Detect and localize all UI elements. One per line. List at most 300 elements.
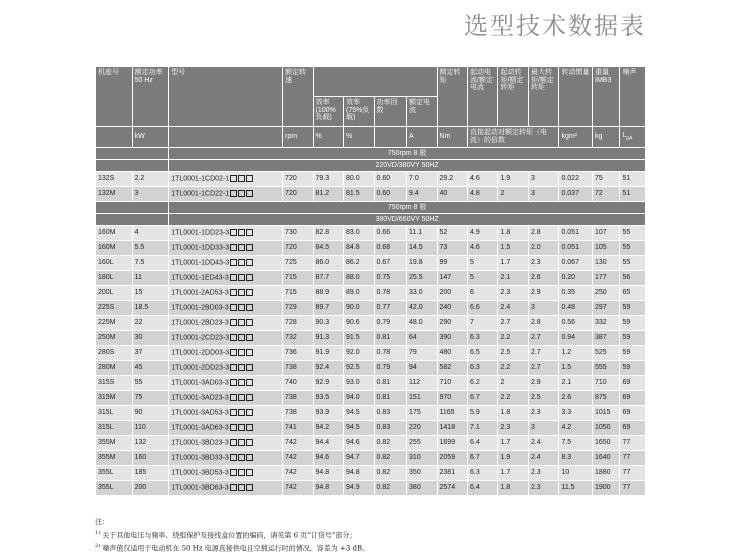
table-row: [96, 451, 646, 466]
cell-value: 88.0: [346, 274, 360, 282]
table-cell: [620, 301, 646, 316]
header-max-torque: 最大转矩/额定转矩: [528, 67, 558, 127]
table-cell: [374, 451, 407, 466]
table-cell: [96, 451, 133, 466]
cell-value: 200L: [98, 289, 114, 297]
table-row: [96, 301, 646, 316]
cell-value: 555: [595, 364, 607, 372]
table-cell: [169, 346, 283, 361]
table-cell: [468, 451, 498, 466]
cell-value: 19.8: [409, 259, 423, 267]
option-code-box: [238, 364, 245, 371]
cell-value: 732: [285, 334, 297, 342]
table-cell: [437, 391, 467, 406]
table-cell: [132, 226, 169, 241]
cell-value: 280M: [98, 364, 116, 372]
header-noise: 噪声: [620, 67, 646, 127]
model-code: 1TL0001-1DD33-3: [171, 244, 230, 252]
table-cell: [313, 391, 343, 406]
table-cell: [283, 391, 313, 406]
table-row: [96, 256, 646, 271]
cell-value: 1880: [595, 469, 611, 477]
cell-value: 0.56: [561, 319, 576, 327]
table-cell: [593, 316, 620, 331]
cell-value: 48.0: [409, 319, 423, 327]
table-cell: [96, 436, 133, 451]
table-cell: [313, 241, 343, 256]
table-cell: [593, 301, 620, 316]
table-cell: [593, 346, 620, 361]
table-cell: [498, 466, 528, 481]
model-code: 1TL0001-3BD53-3: [171, 469, 229, 477]
cell-value: 59: [622, 319, 631, 327]
cell-value: 0.75: [376, 274, 391, 282]
table-cell: [559, 421, 593, 436]
header-group-blank: [313, 67, 437, 97]
table-row: [96, 226, 646, 241]
header-efficiency-100: 效率(100%负载): [313, 97, 343, 127]
table-cell: [407, 316, 437, 331]
table-cell: [132, 406, 169, 421]
cell-value: 90.0: [346, 304, 360, 312]
model-code: 1TL0001-3AD23-3: [171, 394, 229, 402]
section-blank-cell: [96, 160, 169, 172]
table-row: [96, 331, 646, 346]
table-cell: [620, 376, 646, 391]
cell-value: 0.022: [561, 175, 579, 183]
cell-value: 112: [409, 379, 421, 387]
cell-value: 2.3: [530, 409, 541, 417]
table-cell: [528, 241, 558, 256]
cell-value: 59: [622, 304, 631, 312]
table-cell: [593, 466, 620, 481]
table-cell: [132, 481, 169, 496]
cell-value: 94.8: [346, 469, 360, 477]
cell-value: 0.79: [376, 364, 391, 372]
option-code-box: [230, 175, 237, 182]
model-code: 1TL0001-2BD03-3: [171, 304, 229, 312]
option-code-box: [238, 334, 245, 341]
table-cell: [437, 226, 467, 241]
table-cell: [96, 316, 133, 331]
cell-value: 0.60: [376, 190, 391, 198]
table-cell: [313, 436, 343, 451]
cell-value: 94.6: [315, 454, 330, 462]
table-cell: [132, 436, 169, 451]
unit-rpm: rpm: [283, 127, 313, 148]
table-cell: [498, 421, 528, 436]
option-code-box: [238, 319, 245, 326]
cell-value: 2.7: [530, 334, 541, 342]
table-cell: [169, 361, 283, 376]
cell-value: 2.4: [530, 439, 541, 447]
cell-value: 4.8: [470, 190, 480, 198]
cell-value: 177: [595, 274, 607, 282]
cell-value: 132S: [98, 175, 115, 183]
table-cell: [468, 346, 498, 361]
table-cell: [313, 316, 343, 331]
table-cell: [407, 436, 437, 451]
option-code-box: [230, 319, 237, 326]
table-cell: [132, 391, 169, 406]
table-cell: [407, 421, 437, 436]
unit-blank: [96, 127, 133, 148]
header-frame-size: 机座号: [96, 67, 133, 127]
unit-lpa-sub: pA: [626, 135, 633, 142]
note-2-mark: 2): [95, 543, 101, 550]
cell-value: 10: [561, 469, 570, 477]
table-cell: [313, 346, 343, 361]
table-cell: [344, 187, 374, 202]
table-cell: [132, 187, 169, 202]
table-cell: [407, 271, 437, 286]
table-cell: [437, 241, 467, 256]
table-cell: [313, 187, 343, 202]
table-cell: [468, 361, 498, 376]
cell-value: 18.5: [134, 304, 149, 312]
table-cell: [528, 361, 558, 376]
cell-value: 2: [500, 190, 505, 198]
table-cell: [169, 391, 283, 406]
table-cell: [344, 172, 374, 187]
table-cell: [407, 331, 437, 346]
table-cell: [313, 481, 343, 496]
cell-value: 185: [134, 469, 147, 477]
table-cell: [620, 481, 646, 496]
option-code-box: [230, 349, 237, 356]
option-code-box: [238, 454, 245, 461]
table-row: [96, 406, 646, 421]
table-cell: [96, 226, 133, 241]
option-code-box: [246, 484, 253, 491]
header-inertia: 转动惯量: [559, 67, 593, 127]
table-cell: [344, 406, 374, 421]
table-cell: [374, 256, 407, 271]
table-cell: [498, 331, 528, 346]
table-cell: [407, 346, 437, 361]
table-cell: [374, 436, 407, 451]
cell-value: 81.5: [346, 190, 360, 198]
cell-value: 2.7: [530, 364, 541, 372]
table-cell: [593, 271, 620, 286]
cell-value: 55: [134, 379, 143, 387]
table-cell: [169, 436, 283, 451]
cell-value: 2.2: [134, 175, 145, 183]
table-cell: [620, 406, 646, 421]
table-cell: [593, 451, 620, 466]
table-cell: [559, 226, 593, 241]
table-cell: [374, 376, 407, 391]
cell-value: 332: [595, 319, 607, 327]
cell-value: 92.0: [346, 349, 360, 357]
table-cell: [437, 331, 467, 346]
cell-value: 1650: [595, 439, 611, 447]
cell-value: 2381: [439, 469, 456, 477]
section-speed: 750rpm 8 极: [169, 148, 646, 160]
table-cell: [528, 376, 558, 391]
cell-value: 355M: [98, 439, 116, 447]
cell-value: 0.66: [376, 229, 391, 237]
cell-value: 107: [595, 229, 607, 237]
table-cell: [96, 256, 133, 271]
table-cell: [593, 286, 620, 301]
cell-value: 2.2: [500, 394, 511, 402]
table-cell: [169, 271, 283, 286]
option-code-box: [238, 379, 245, 386]
option-code-box: [246, 409, 253, 416]
option-code-box: [238, 424, 245, 431]
cell-value: 77: [622, 439, 631, 447]
table-cell: [283, 331, 313, 346]
table-cell: [620, 256, 646, 271]
table-cell: [437, 256, 467, 271]
table-cell: [374, 172, 407, 187]
section-blank-cell: [96, 202, 169, 214]
option-code-box: [246, 259, 253, 266]
header-start-current: 起动电流/额定电流: [468, 67, 498, 127]
cell-value: 0.037: [561, 190, 579, 198]
cell-value: 69: [622, 379, 631, 387]
cell-value: 0.051: [561, 244, 579, 252]
table-cell: [169, 481, 283, 496]
model-code: 1TL0001-1DD43-3: [171, 259, 230, 267]
table-cell: [437, 436, 467, 451]
cell-value: 37: [134, 349, 143, 357]
cell-value: 280S: [98, 349, 115, 357]
cell-value: 728: [285, 319, 297, 327]
table-cell: [96, 187, 133, 202]
cell-value: 2.7: [530, 349, 541, 357]
cell-value: 0.78: [376, 289, 391, 297]
cell-value: 720: [285, 175, 297, 183]
option-code-box: [230, 469, 237, 476]
cell-value: 0.81: [376, 379, 391, 387]
cell-value: 180L: [98, 274, 114, 282]
table-cell: [407, 301, 437, 316]
table-cell: [344, 436, 374, 451]
cell-value: 93.9: [315, 409, 330, 417]
cell-value: 250: [595, 289, 607, 297]
option-code-box: [246, 454, 253, 461]
cell-value: 55: [622, 259, 631, 267]
cell-value: 59: [622, 364, 631, 372]
section-voltage: 220VD/380VY 50HZ: [169, 160, 646, 172]
cell-value: 738: [285, 409, 297, 417]
table-cell: [468, 421, 498, 436]
cell-value: 742: [285, 454, 297, 462]
cell-value: 90.3: [315, 319, 330, 327]
cell-value: 84.8: [346, 244, 360, 252]
table-cell: [620, 361, 646, 376]
cell-value: 15: [134, 289, 143, 297]
table-cell: [498, 346, 528, 361]
table-cell: [620, 316, 646, 331]
spec-table: [95, 66, 646, 496]
cell-value: 355L: [98, 484, 114, 492]
cell-value: 132: [134, 439, 147, 447]
table-cell: [593, 436, 620, 451]
option-code-box: [238, 484, 245, 491]
table-cell: [498, 391, 528, 406]
cell-value: 151: [409, 394, 421, 402]
cell-value: 290: [439, 319, 452, 327]
table-cell: [468, 406, 498, 421]
cell-value: 0.67: [376, 259, 391, 267]
table-cell: [407, 187, 437, 202]
cell-value: 94.5: [346, 424, 360, 432]
option-code-box: [238, 469, 245, 476]
cell-value: 1.7: [500, 259, 511, 267]
table-cell: [498, 376, 528, 391]
cell-value: 1050: [595, 424, 611, 432]
table-cell: [283, 172, 313, 187]
cell-value: 0.067: [561, 259, 579, 267]
table-cell: [498, 187, 528, 202]
table-cell: [374, 421, 407, 436]
section-voltage: 380VD/660VY 50HZ: [169, 214, 646, 226]
table-cell: [620, 466, 646, 481]
table-cell: [374, 361, 407, 376]
cell-value: 55: [622, 244, 631, 252]
cell-value: 0.82: [376, 484, 391, 492]
cell-value: 0.20: [561, 274, 576, 282]
table-cell: [283, 241, 313, 256]
cell-value: 200: [134, 484, 147, 492]
cell-value: 2.6: [561, 394, 572, 402]
cell-value: 0.83: [376, 409, 391, 417]
cell-value: 310: [409, 454, 421, 462]
section-voltage-row: [96, 160, 646, 172]
table-cell: [96, 301, 133, 316]
cell-value: 147: [439, 274, 452, 282]
section-blank-cell: [96, 214, 169, 226]
table-cell: [528, 226, 558, 241]
cell-value: 80.0: [346, 175, 360, 183]
cell-value: 94.8: [315, 469, 330, 477]
table-cell: [96, 361, 133, 376]
header-efficiency-75: 效率(75%负载): [344, 97, 374, 127]
note-2: [95, 541, 695, 554]
table-cell: [313, 271, 343, 286]
table-cell: [559, 466, 593, 481]
section-speed-row: [96, 202, 646, 214]
cell-value: 69: [622, 409, 631, 417]
table-cell: [96, 271, 133, 286]
table-cell: [620, 331, 646, 346]
table-cell: [313, 301, 343, 316]
cell-value: 7: [470, 319, 474, 327]
table-cell: [593, 256, 620, 271]
table-cell: [407, 172, 437, 187]
cell-value: 480: [439, 349, 452, 357]
cell-value: 91.9: [315, 349, 330, 357]
table-row: [96, 241, 646, 256]
cell-value: 1.2: [561, 349, 572, 357]
cell-value: 5: [470, 274, 474, 282]
cell-value: 90: [134, 409, 143, 417]
cell-value: 2.9: [530, 379, 541, 387]
table-cell: [559, 481, 593, 496]
table-cell: [559, 256, 593, 271]
cell-value: 5.9: [470, 409, 480, 417]
cell-value: 0.78: [376, 349, 391, 357]
cell-value: 55: [622, 229, 631, 237]
model-code: 1TL0001-2DD03-3: [171, 349, 230, 357]
cell-value: 93.0: [346, 379, 360, 387]
cell-value: 6: [470, 289, 474, 297]
cell-value: 175: [409, 409, 421, 417]
page-title: 选型技术数据表: [464, 12, 646, 40]
option-code-box: [238, 244, 245, 251]
cell-value: 89.0: [346, 289, 360, 297]
table-cell: [468, 286, 498, 301]
unit-blank: [374, 127, 407, 148]
table-cell: [96, 346, 133, 361]
cell-value: 94: [409, 364, 417, 372]
table-cell: [96, 172, 133, 187]
table-cell: [468, 187, 498, 202]
table-cell: [437, 172, 467, 187]
cell-value: 2059: [439, 454, 456, 462]
option-code-box: [246, 424, 253, 431]
table-cell: [468, 301, 498, 316]
table-cell: [132, 286, 169, 301]
table-cell: [437, 316, 467, 331]
table-cell: [559, 301, 593, 316]
cell-value: 89.7: [315, 304, 330, 312]
table-cell: [437, 376, 467, 391]
table-cell: [528, 346, 558, 361]
cell-value: 83.0: [346, 229, 360, 237]
table-cell: [437, 481, 467, 496]
cell-value: 2574: [439, 484, 456, 492]
option-code-box: [230, 289, 237, 296]
table-cell: [344, 271, 374, 286]
table-cell: [283, 406, 313, 421]
table-cell: [313, 172, 343, 187]
note-2-text: 噪声值仅适用于电动机在 50 Hz 电源直接供电且空载运行时的情况，容差为 +3 dB。: [102, 544, 370, 553]
cell-value: 94.6: [346, 439, 360, 447]
table-cell: [313, 331, 343, 346]
option-code-box: [238, 409, 245, 416]
cell-value: 0.79: [376, 319, 391, 327]
table-cell: [498, 481, 528, 496]
table-cell: [407, 451, 437, 466]
table-cell: [344, 286, 374, 301]
table-cell: [283, 421, 313, 436]
option-code-box: [230, 454, 237, 461]
table-cell: [620, 286, 646, 301]
model-code: 1TL0001-3AD63-3: [171, 424, 229, 432]
cell-value: 0.81: [376, 334, 391, 342]
table-cell: [437, 406, 467, 421]
table-cell: [498, 361, 528, 376]
table-cell: [283, 301, 313, 316]
table-cell: [498, 172, 528, 187]
table-row: [96, 391, 646, 406]
cell-value: 59: [622, 349, 631, 357]
table-cell: [132, 421, 169, 436]
header-rated-current: 额定电流: [407, 97, 437, 127]
table-cell: [620, 451, 646, 466]
table-cell: [344, 301, 374, 316]
table-cell: [169, 331, 283, 346]
header-power-factor: 功率因数: [374, 97, 407, 127]
table-cell: [468, 241, 498, 256]
cell-value: 355L: [98, 469, 114, 477]
cell-value: 730: [285, 229, 297, 237]
cell-value: 52: [439, 229, 448, 237]
